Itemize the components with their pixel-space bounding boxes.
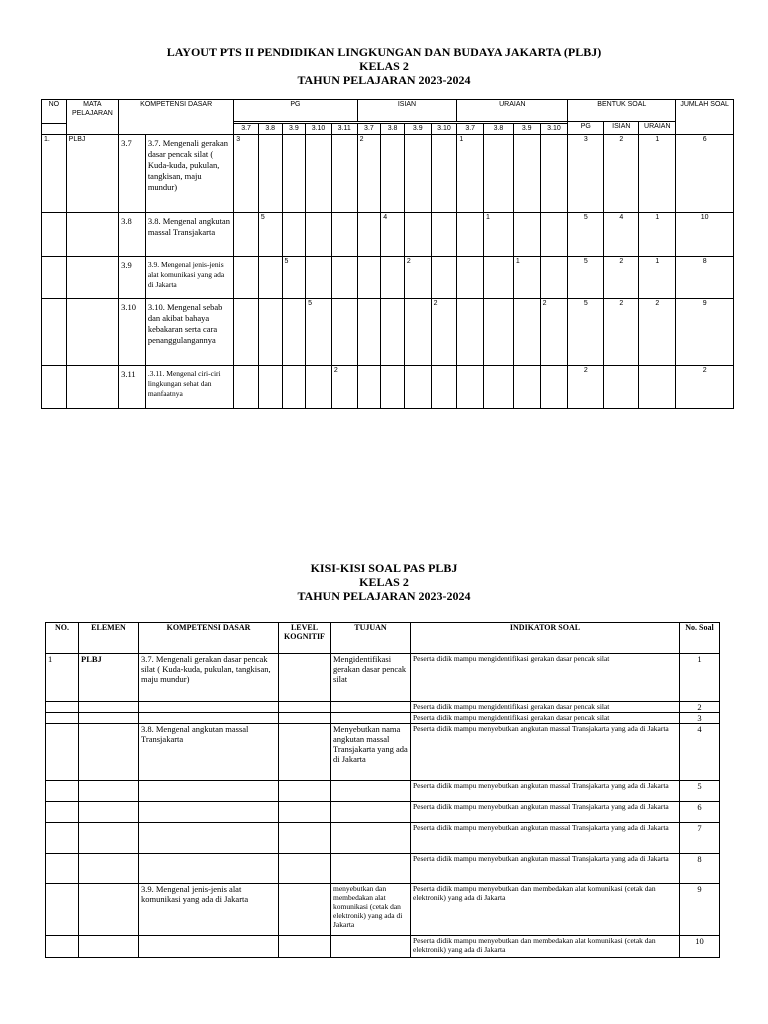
- row-no: [46, 724, 79, 781]
- row-kd: [139, 823, 279, 854]
- table-row: [42, 299, 734, 366]
- bentuk-pg-cell: 5: [568, 257, 604, 299]
- row-no: 1: [46, 654, 79, 702]
- row-no-soal: 8: [680, 854, 720, 884]
- header-no-blank: [42, 124, 67, 135]
- header-isian-code: 3.8: [381, 124, 405, 135]
- pg-cell: [258, 366, 282, 409]
- row-no: [42, 257, 67, 299]
- row-no-soal: 5: [680, 781, 720, 802]
- row-level: [279, 936, 331, 958]
- pg-cell: [306, 257, 332, 299]
- row-elemen: [79, 781, 139, 802]
- pg-cell: 3: [234, 135, 259, 213]
- bentuk-pg-cell: 2: [568, 366, 604, 409]
- kisi-title: [0, 561, 768, 603]
- jumlah-cell: 6: [676, 135, 734, 213]
- header-pg-code: 3.9: [282, 124, 306, 135]
- row-mapel: [66, 257, 118, 299]
- header-tujuan: TUJUAN: [331, 623, 411, 654]
- table-row: [42, 213, 734, 257]
- header-isian: ISIAN: [357, 100, 457, 122]
- row-no: [46, 884, 79, 936]
- pg-cell: [258, 135, 282, 213]
- bentuk-isian-cell: 4: [604, 213, 639, 257]
- kisi-title-line: TAHUN PELAJARAN 2023-2024: [297, 589, 471, 603]
- row-no: 1.: [42, 135, 67, 213]
- pg-cell: [258, 299, 282, 366]
- row-kd: 3.7. Mengenali gerakan dasar pencak silat ( Kuda-kuda, pukulan, tangkisan, maju mundur): [139, 654, 279, 702]
- uraian-cell: [513, 299, 540, 366]
- row-tujuan: [331, 713, 411, 724]
- row-kd: 3.8. Mengenal angkutan massal Transjakarta: [139, 724, 279, 781]
- isian-cell: 2: [431, 299, 457, 366]
- header-pg-code: 3.10: [306, 124, 332, 135]
- pg-cell: [282, 135, 306, 213]
- row-mapel: [66, 213, 118, 257]
- row-indikator: Peserta didik mampu mengidentifikasi gerakan dasar pencak silat: [411, 713, 680, 724]
- header-no: NO.: [46, 623, 79, 654]
- row-indikator: Peserta didik mampu mengidentifikasi gerakan dasar pencak silat: [411, 654, 680, 702]
- header-mata-pelajaran: MATA PELAJARAN: [66, 100, 118, 135]
- table-row: [42, 366, 734, 409]
- row-no-soal: 7: [680, 823, 720, 854]
- isian-cell: [357, 366, 381, 409]
- pg-cell: 5: [306, 299, 332, 366]
- uraian-cell: [540, 213, 568, 257]
- table-row: [46, 936, 720, 958]
- row-elemen: [79, 823, 139, 854]
- row-level: [279, 884, 331, 936]
- row-kd: [139, 936, 279, 958]
- row-no-soal: 4: [680, 724, 720, 781]
- table-row: [46, 724, 720, 781]
- row-tujuan: menyebutkan dan membedakan alat komunikasi (cetak dan elektronik) yang ada di Jakarta: [331, 884, 411, 936]
- row-kd-text: 3.9. Mengenal jenis-jenis alat komunikasi yang ada di Jakarta: [145, 257, 233, 299]
- table-row: [42, 135, 734, 213]
- isian-cell: 4: [381, 213, 405, 257]
- header-kompetensi-dasar: KOMPETENSI DASAR: [119, 100, 234, 135]
- row-tujuan: [331, 854, 411, 884]
- pg-cell: [331, 213, 357, 257]
- row-indikator: Peserta didik mampu menyebutkan dan membedakan alat komunikasi (cetak dan elektronik) yang ada di Jakarta: [411, 884, 680, 936]
- row-kd-code: 3.7: [119, 135, 146, 213]
- uraian-cell: [513, 366, 540, 409]
- table-row: [46, 781, 720, 802]
- row-mapel: [66, 366, 118, 409]
- uraian-cell: 2: [540, 299, 568, 366]
- header-kompetensi-dasar: KOMPETENSI DASAR: [139, 623, 279, 654]
- row-elemen: [79, 802, 139, 823]
- table-row: [46, 802, 720, 823]
- isian-cell: [404, 135, 431, 213]
- kisi-title-line: KELAS 2: [359, 575, 409, 589]
- isian-cell: [404, 366, 431, 409]
- pg-cell: [331, 257, 357, 299]
- uraian-cell: [513, 135, 540, 213]
- uraian-cell: [457, 257, 484, 299]
- row-elemen: [79, 713, 139, 724]
- isian-cell: [357, 257, 381, 299]
- bentuk-isian-cell: [604, 366, 639, 409]
- table-row: [46, 854, 720, 884]
- table-row: [46, 823, 720, 854]
- row-elemen: PLBJ: [79, 654, 139, 702]
- row-kd: [139, 854, 279, 884]
- row-kd: [139, 702, 279, 713]
- row-indikator: Peserta didik mampu menyebutkan angkutan massal Transjakarta yang ada di Jakarta: [411, 724, 680, 781]
- row-no: [42, 366, 67, 409]
- bentuk-isian-cell: 2: [604, 135, 639, 213]
- bentuk-pg-cell: 5: [568, 213, 604, 257]
- row-no: [46, 936, 79, 958]
- layout-title-line: TAHUN PELAJARAN 2023-2024: [297, 73, 471, 87]
- uraian-cell: [484, 257, 514, 299]
- isian-cell: [431, 213, 457, 257]
- header-bentuk-isian: ISIAN: [604, 122, 639, 135]
- row-tujuan: [331, 936, 411, 958]
- row-kd: [139, 713, 279, 724]
- row-kd: 3.9. Mengenal jenis-jenis alat komunikasi yang ada di Jakarta: [139, 884, 279, 936]
- uraian-cell: [457, 299, 484, 366]
- row-level: [279, 654, 331, 702]
- header-isian-code: 3.9: [404, 124, 431, 135]
- table-row: [46, 713, 720, 724]
- row-tujuan: [331, 823, 411, 854]
- bentuk-uraian-cell: 1: [639, 213, 676, 257]
- row-level: [279, 802, 331, 823]
- row-no: [42, 213, 67, 257]
- row-kd: [139, 781, 279, 802]
- pg-cell: [282, 366, 306, 409]
- pg-cell: 2: [331, 366, 357, 409]
- row-kd: [139, 802, 279, 823]
- table-row: [46, 654, 720, 702]
- isian-cell: 2: [404, 257, 431, 299]
- pg-cell: [306, 366, 332, 409]
- header-uraian-code: 3.9: [513, 124, 540, 135]
- uraian-cell: [484, 135, 514, 213]
- header-uraian: URAIAN: [457, 100, 568, 122]
- isian-cell: [404, 213, 431, 257]
- isian-cell: [404, 299, 431, 366]
- pg-cell: [306, 135, 332, 213]
- jumlah-cell: 10: [676, 213, 734, 257]
- header-isian-code: 3.10: [431, 124, 457, 135]
- bentuk-pg-cell: 5: [568, 299, 604, 366]
- header-pg-code: 3.8: [258, 124, 282, 135]
- row-no-soal: 9: [680, 884, 720, 936]
- uraian-cell: [513, 213, 540, 257]
- row-kd-text: 3.7. Mengenali gerakan dasar pencak silat ( Kuda-kuda, pukulan, tangkisan, maju mundur): [145, 135, 233, 213]
- row-elemen: [79, 724, 139, 781]
- header-isian-code: 3.7: [357, 124, 381, 135]
- row-kd-code: 3.10: [119, 299, 146, 366]
- isian-cell: [381, 135, 405, 213]
- row-kd-text: 3.10. Mengenal sebab dan akibat bahaya kebakaran serta cara penanggulangannya: [145, 299, 233, 366]
- row-indikator: Peserta didik mampu menyebutkan angkutan massal Transjakarta yang ada di Jakarta: [411, 802, 680, 823]
- isian-cell: 2: [357, 135, 381, 213]
- pg-cell: 5: [282, 257, 306, 299]
- row-indikator: Peserta didik mampu mengidentifikasi gerakan dasar pencak silat: [411, 702, 680, 713]
- pg-cell: [234, 366, 259, 409]
- row-tujuan: [331, 781, 411, 802]
- uraian-cell: [484, 366, 514, 409]
- bentuk-isian-cell: 2: [604, 257, 639, 299]
- header-no: NO: [42, 100, 67, 124]
- row-level: [279, 713, 331, 724]
- layout-title-line: KELAS 2: [359, 59, 409, 73]
- row-no: [42, 299, 67, 366]
- jumlah-cell: 8: [676, 257, 734, 299]
- header-jumlah-soal: JUMLAH SOAL: [676, 100, 734, 135]
- pg-cell: [258, 257, 282, 299]
- kisi-title-line: KISI-KISI SOAL PAS PLBJ: [310, 561, 458, 575]
- header-uraian-code: 3.10: [540, 124, 568, 135]
- row-kd-code: 3.11: [119, 366, 146, 409]
- header-pg-code: 3.11: [331, 124, 357, 135]
- row-no: [46, 823, 79, 854]
- jumlah-cell: 9: [676, 299, 734, 366]
- row-level: [279, 854, 331, 884]
- row-tujuan: Mengidentifikasi gerakan dasar pencak silat: [331, 654, 411, 702]
- uraian-cell: 1: [484, 213, 514, 257]
- row-elemen: [79, 936, 139, 958]
- row-no: [46, 713, 79, 724]
- pg-cell: [234, 257, 259, 299]
- uraian-cell: 1: [457, 135, 484, 213]
- row-kd-code: 3.8: [119, 213, 146, 257]
- header-bentuk-pg: PG: [568, 122, 604, 135]
- uraian-cell: [540, 135, 568, 213]
- header-pg-code: 3.7: [234, 124, 259, 135]
- row-level: [279, 823, 331, 854]
- row-kd-text: 3.8. Mengenal angkutan massal Transjakarta: [145, 213, 233, 257]
- pg-cell: [282, 299, 306, 366]
- layout-table: [41, 99, 734, 409]
- header-no-soal: No. Soal: [680, 623, 720, 654]
- row-indikator: Peserta didik mampu menyebutkan angkutan massal Transjakarta yang ada di Jakarta: [411, 854, 680, 884]
- isian-cell: [431, 257, 457, 299]
- bentuk-uraian-cell: 1: [639, 257, 676, 299]
- uraian-cell: [540, 257, 568, 299]
- layout-title-line: LAYOUT PTS II PENDIDIKAN LINGKUNGAN DAN BUDAYA JAKARTA (PLBJ): [166, 45, 602, 59]
- row-indikator: Peserta didik mampu menyebutkan angkutan massal Transjakarta yang ada di Jakarta: [411, 781, 680, 802]
- row-no: [46, 702, 79, 713]
- uraian-cell: [457, 213, 484, 257]
- uraian-cell: [484, 299, 514, 366]
- row-no-soal: 2: [680, 702, 720, 713]
- kisi-table: [45, 622, 720, 958]
- uraian-cell: 1: [513, 257, 540, 299]
- row-kd-text: .3.11. Mengenal ciri-ciri lingkungan sehat dan manfaatnya: [145, 366, 233, 409]
- isian-cell: [357, 299, 381, 366]
- table-row: [46, 702, 720, 713]
- row-no: [46, 802, 79, 823]
- header-indikator-soal: INDIKATOR SOAL: [411, 623, 680, 654]
- row-level: [279, 781, 331, 802]
- row-no: [46, 854, 79, 884]
- isian-cell: [431, 366, 457, 409]
- row-elemen: [79, 702, 139, 713]
- row-no-soal: 6: [680, 802, 720, 823]
- bentuk-isian-cell: 2: [604, 299, 639, 366]
- row-kd-code: 3.9: [119, 257, 146, 299]
- isian-cell: [381, 366, 405, 409]
- pg-cell: [282, 213, 306, 257]
- bentuk-uraian-cell: 2: [639, 299, 676, 366]
- isian-cell: [381, 257, 405, 299]
- bentuk-uraian-cell: [639, 366, 676, 409]
- header-bentuk-uraian: URAIAN: [639, 122, 676, 135]
- pg-cell: [234, 299, 259, 366]
- header-uraian-code: 3.7: [457, 124, 484, 135]
- pg-cell: [306, 213, 332, 257]
- row-no-soal: 10: [680, 936, 720, 958]
- jumlah-cell: 2: [676, 366, 734, 409]
- bentuk-pg-cell: 3: [568, 135, 604, 213]
- row-level: [279, 724, 331, 781]
- row-elemen: [79, 854, 139, 884]
- row-indikator: Peserta didik mampu menyebutkan angkutan massal Transjakarta yang ada di Jakarta: [411, 823, 680, 854]
- row-tujuan: [331, 802, 411, 823]
- row-no-soal: 1: [680, 654, 720, 702]
- row-no: [46, 781, 79, 802]
- pg-cell: 5: [258, 213, 282, 257]
- row-level: [279, 702, 331, 713]
- isian-cell: [357, 213, 381, 257]
- header-uraian-code: 3.8: [484, 124, 514, 135]
- row-mapel: [66, 299, 118, 366]
- header-level-kognitif: LEVEL KOGNITIF: [279, 623, 331, 654]
- uraian-cell: [457, 366, 484, 409]
- bentuk-uraian-cell: 1: [639, 135, 676, 213]
- row-tujuan: [331, 702, 411, 713]
- isian-cell: [431, 135, 457, 213]
- row-tujuan: Menyebutkan nama angkutan massal Transjakarta yang ada di Jakarta: [331, 724, 411, 781]
- header-pg: PG: [234, 100, 357, 122]
- row-mapel: PLBJ: [66, 135, 118, 213]
- uraian-cell: [540, 366, 568, 409]
- header-elemen: ELEMEN: [79, 623, 139, 654]
- layout-title: [0, 45, 768, 87]
- isian-cell: [381, 299, 405, 366]
- row-no-soal: 3: [680, 713, 720, 724]
- table-row: [46, 884, 720, 936]
- pg-cell: [234, 213, 259, 257]
- row-elemen: [79, 884, 139, 936]
- row-indikator: Peserta didik mampu menyebutkan dan membedakan alat komunikasi (cetak dan elektronik) yang ada di Jakarta: [411, 936, 680, 958]
- table-row: [42, 257, 734, 299]
- pg-cell: [331, 299, 357, 366]
- header-bentuk-soal: BENTUK SOAL: [568, 100, 676, 122]
- pg-cell: [331, 135, 357, 213]
